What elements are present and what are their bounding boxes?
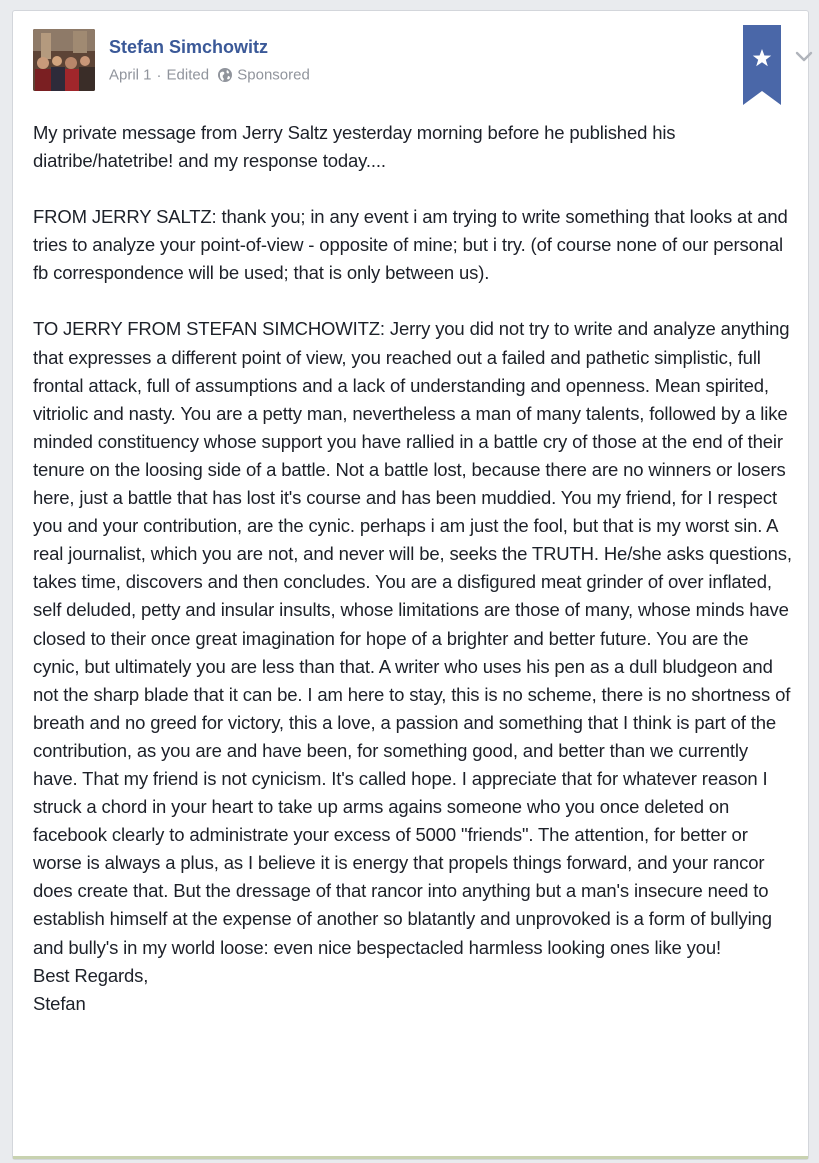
edited-link[interactable]: Edited bbox=[166, 66, 210, 84]
avatar[interactable] bbox=[33, 29, 95, 91]
star-bookmark-icon[interactable] bbox=[743, 25, 781, 105]
post-header bbox=[33, 29, 788, 99]
post-paragraph: TO JERRY FROM STEFAN SIMCHOWITZ: Jerry you did not try to write and analyze anything that expresses a different point of view, you reached out a failed and pathetic simplistic, full frontal attack, full of assumptions and a lack of understanding and openness. Mean spirited, vitriolic and nasty. You are a petty man, nevertheless a man of many talents, followed by a like minded constituency whose support you have rallied in a battle cry of those at the end of their tenure on the loosing side of a battle. Not a battle lost, because there are no winners or losers here, just a battle that has lost it's course and has been muddied. You my friend, for I respect you and your contribution, are the cynic. perhaps i am just the fool, but that is my worst sin. A real journalist, which you are not, and never will be, seeks the TRUTH. He/she asks questions, takes time, discovers and then concludes. You are a disfigured meat grinder of over inflated, self deluded, petty and insular insults, whose limitations are those of many, whose minds have closed to their once great imagination for hope of a brighter and better future. You are the cynic, but ultimately you are less than that. A writer who uses his pen as a dull bludgeon and not the sharp blade that it can be. I am here to stay, this is no scheme, there is no shortness of breath and no greed for victory, this a love, a passion and something that I think is part of the contribution, as you are and have been, for something good, and better than we currently have. That my friend is not cynicism. It's called hope. I appreciate that for whatever reason I struck a chord in your heart to take up arms agains someone who you once deleted on facebook clearly to administrate your excess of 5000 "friends". The attention, for better or worse is always a plus, as I believe it is energy that propels things forward, and your rancor does create that. But the dressage of that rancor into anything but a man's insecure need to establish himself at the expense of another so blatantly and unprovoked is a form of bullying and bully's in my world loose: even nice bespectacled harmless looking ones like you! bbox=[33, 318, 792, 958]
profile-photo bbox=[33, 29, 95, 91]
globe-icon bbox=[217, 67, 233, 83]
post-paragraph: My private message from Jerry Saltz yesterday morning before he published his diatribe/hatetribe! and my response today.... bbox=[33, 122, 676, 172]
post-meta bbox=[109, 66, 310, 84]
chevron-down-icon[interactable] bbox=[795, 49, 813, 63]
sign-off: Best Regards, bbox=[33, 964, 149, 986]
post-body bbox=[33, 119, 796, 1018]
author-name-link[interactable]: Stefan Simchowitz bbox=[109, 37, 269, 57]
signature: Stefan bbox=[33, 992, 86, 1014]
post-paragraph: FROM JERRY SALTZ: thank you; in any event i am trying to write something that looks at and tries to analyze your point-of-view - opposite of mine; but i try. (of course none of our personal fb correspondence will be used; that is only between us). bbox=[33, 206, 788, 284]
sponsored-label: Sponsored bbox=[237, 66, 310, 84]
post-card bbox=[12, 10, 809, 1160]
card-bottom-rule bbox=[13, 1156, 808, 1159]
post-date-link[interactable]: April 1 bbox=[109, 66, 152, 84]
meta-separator: · bbox=[156, 66, 162, 84]
